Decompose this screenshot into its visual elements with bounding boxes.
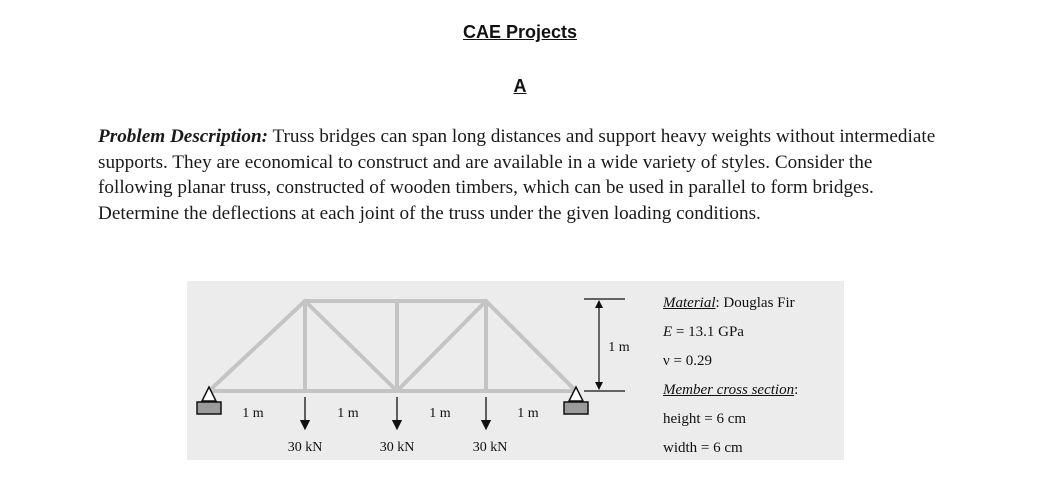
span-label-3: 1 m xyxy=(429,406,451,421)
diagonal-member-1 xyxy=(305,301,397,391)
material-value: : Douglas Fir xyxy=(715,295,795,311)
span-label-2: 1 m xyxy=(337,406,359,421)
section-colon: : xyxy=(794,382,799,398)
modulus-line xyxy=(663,318,838,347)
page-title: CAE Projects xyxy=(462,22,578,42)
modulus-value: = 13.1 GPa xyxy=(672,324,744,340)
problem-lead: Problem Description: xyxy=(98,126,269,147)
load-label-1: 30 kN xyxy=(287,440,323,455)
section-letter: A xyxy=(513,76,527,96)
load-label-2: 30 kN xyxy=(379,440,415,455)
modulus-symbol: E xyxy=(663,324,673,340)
end-post-left xyxy=(209,301,305,391)
load-label-3: 30 kN xyxy=(472,440,508,455)
span-label-1: 1 m xyxy=(242,406,264,421)
section-line xyxy=(663,376,838,405)
section-label: Member cross section xyxy=(663,382,795,398)
problem-text: Truss bridges can span long distances and support heavy weights without intermediate supports. They are economical to construct and are available in a wide variety of styles. Consider the following planar truss, constructed of wooden timbers, which can be used in parallel to form bridges. Determine the deflections at each joint of the truss under the given loading conditions. xyxy=(98,126,936,224)
poisson-ratio: ν = 0.29 xyxy=(663,353,712,369)
section-width: width = 6 cm xyxy=(663,440,743,456)
height-label: 1 m xyxy=(608,340,630,355)
diagonal-member-2 xyxy=(397,301,486,391)
material-label: Material xyxy=(663,295,716,311)
problem-description xyxy=(98,124,938,226)
span-label-4: 1 m xyxy=(517,406,539,421)
end-post-right xyxy=(486,301,576,391)
truss-figure xyxy=(187,281,844,460)
material-line xyxy=(663,289,838,318)
material-properties xyxy=(663,289,838,463)
section-height: height = 6 cm xyxy=(663,411,747,427)
